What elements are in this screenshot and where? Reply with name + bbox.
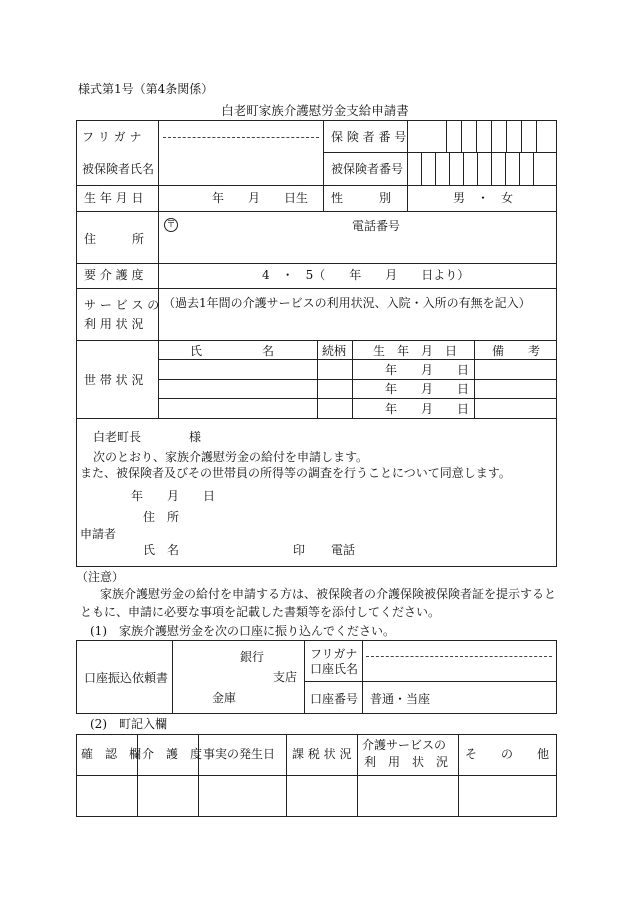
dob-value: 年 月 日生 bbox=[212, 191, 309, 205]
form-number: 様式第1号（第4条関係） bbox=[78, 82, 214, 96]
service-label-2: 利 用 状 況 bbox=[84, 317, 144, 331]
phone-label: 電話番号 bbox=[352, 219, 401, 233]
insured-number-label: 被保険者番号 bbox=[331, 162, 404, 176]
notes-item-1: (1) 家族介護慰労金を次の口座に振り込んでください。 bbox=[90, 624, 396, 638]
account-type[interactable]: 普通・当座 bbox=[370, 692, 431, 706]
bank-label: 銀行 bbox=[240, 650, 265, 664]
service-note: （過去1年間の介護サービスの利用状況、入院・入所の有無を記入） bbox=[163, 296, 531, 310]
furigana-label: フ リ ガ ナ bbox=[82, 130, 142, 144]
town-header-service-2: 利 用 状 況 bbox=[364, 755, 449, 769]
town-header-occurrence-date: 事実の発生日 bbox=[203, 747, 276, 761]
account-number-label: 口座番号 bbox=[310, 692, 359, 706]
addressee: 白老町長 様 bbox=[93, 430, 202, 444]
applicant-address-label: 住 所 bbox=[143, 510, 180, 524]
notes-text-1: 家族介護慰労金の給付を申請する方は、被保険者の介護保険被保険者証を提示すると bbox=[100, 587, 557, 601]
declaration-line-1: 次のとおり、家族介護慰労金の給付を申請します。 bbox=[93, 450, 369, 464]
insurer-number-label: 保 険 者 番 号 bbox=[331, 130, 407, 144]
postal-icon: 〒 bbox=[164, 216, 178, 232]
notes-item-2: (2) 町記入欄 bbox=[90, 717, 167, 731]
credit-union-label: 金庫 bbox=[212, 691, 237, 705]
household-date-1: 年 月 日 bbox=[385, 363, 470, 377]
household-header-relation: 続柄 bbox=[322, 344, 347, 358]
care-level-label: 要 介 護 度 bbox=[84, 268, 144, 282]
transfer-request-label: 口座振込依頼書 bbox=[84, 671, 169, 685]
town-header-other: そ の 他 bbox=[465, 747, 550, 761]
notes-text-2: ともに、申請に必要な事項を記載した書類等を添付してください。 bbox=[80, 605, 441, 619]
holder-name-label: 口座氏名 bbox=[310, 662, 359, 676]
page-title: 白老町家族介護慰労金支給申請書 bbox=[221, 103, 409, 118]
town-header-care-level: 介 護 度 bbox=[142, 747, 203, 761]
household-header-dob: 生 年 月 日 bbox=[373, 344, 458, 358]
insured-name-label: 被保険者氏名 bbox=[82, 162, 155, 176]
notes-title: （注意） bbox=[76, 570, 125, 584]
dob-label: 生 年 月 日 bbox=[84, 191, 144, 205]
holder-furigana-label: フリガナ bbox=[310, 647, 358, 661]
household-date-3: 年 月 日 bbox=[385, 402, 470, 416]
care-level-value[interactable]: 4 ・ 5（ 年 月 日より） bbox=[262, 268, 470, 282]
applicant-name-label: 氏 名 bbox=[143, 543, 180, 557]
household-label: 世 帯 状 況 bbox=[84, 373, 144, 387]
household-header-remarks: 備 考 bbox=[492, 344, 541, 358]
sex-value[interactable]: 男 ・ 女 bbox=[453, 191, 514, 205]
sex-label: 性 別 bbox=[331, 191, 392, 205]
service-label-1: サ ー ビ ス の bbox=[84, 298, 160, 312]
town-header-confirm: 確 認 欄 bbox=[81, 747, 142, 761]
applicant-label: 申請者 bbox=[80, 527, 117, 541]
town-header-service-1: 介護サービスの bbox=[362, 738, 447, 752]
seal-label: 印 bbox=[293, 543, 306, 557]
declaration-line-2: また、被保険者及びその世帯員の所得等の調査を行うことについて同意します。 bbox=[80, 466, 511, 480]
branch-label: 支店 bbox=[273, 670, 298, 684]
household-date-2: 年 月 日 bbox=[385, 382, 470, 396]
household-header-name: 氏 名 bbox=[190, 344, 275, 358]
declaration-date: 年 月 日 bbox=[131, 489, 216, 503]
town-header-tax-status: 課 税 状 況 bbox=[292, 747, 352, 761]
address-label: 住 所 bbox=[84, 232, 145, 246]
applicant-phone-label: 電話 bbox=[331, 543, 356, 557]
